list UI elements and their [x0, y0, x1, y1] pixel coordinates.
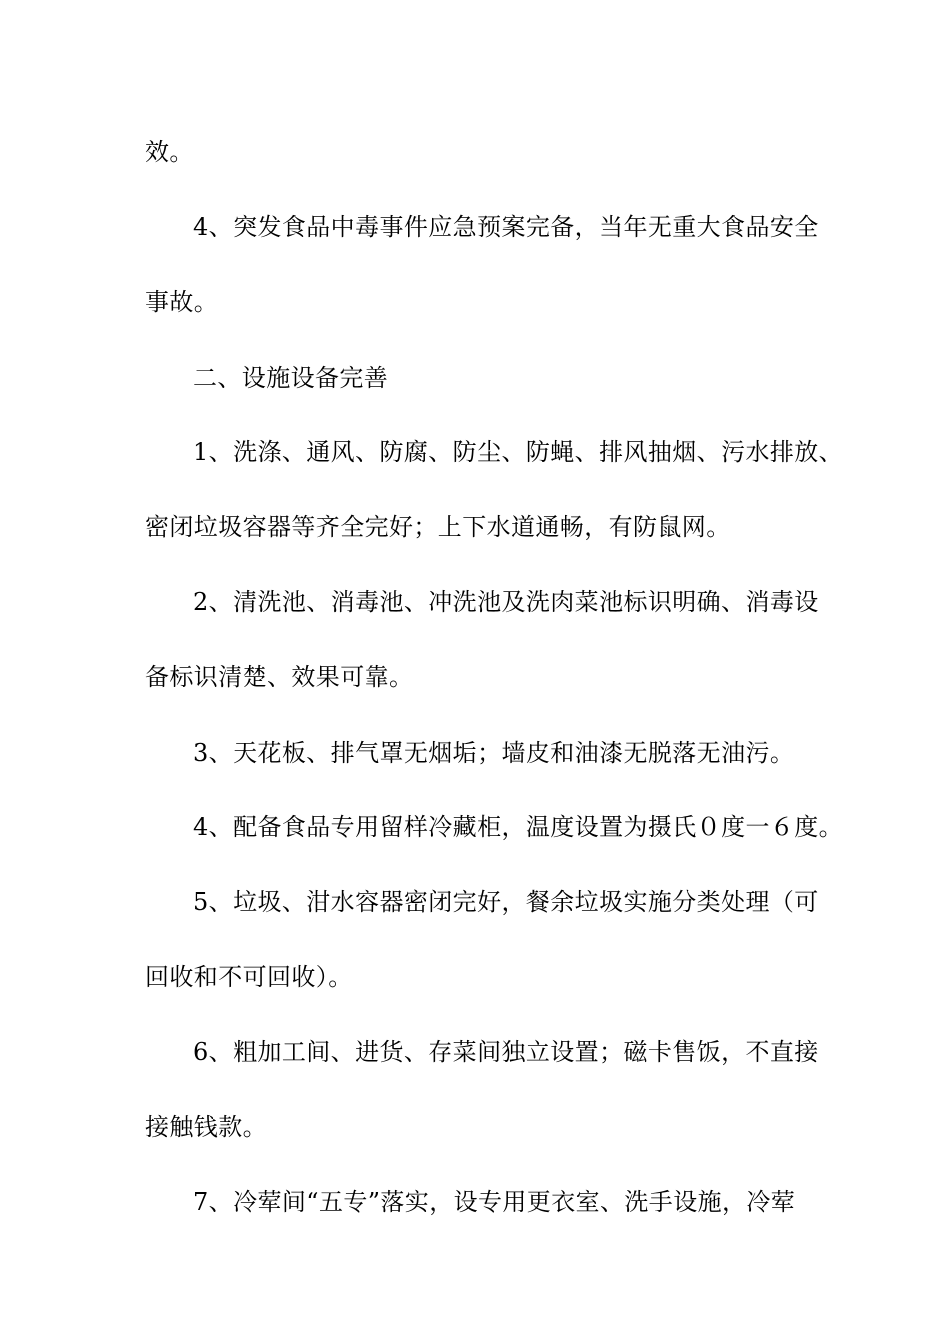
item-7-cold-room-line-1: 7、冷荤间“五专”落实，设专用更衣室、洗手设施，冷荤	[193, 1188, 796, 1216]
item-2-pools-line-1: 2、清洗池、消毒池、冲洗池及洗肉菜池标识明确、消毒设	[193, 588, 819, 616]
item-4-emergency-plan-line-2: 事故。	[145, 288, 219, 316]
item-5-garbage-line-2: 回收和不可回收）。	[145, 963, 353, 991]
item-3-ceiling-line: 3、天花板、排气罩无烟垢；墙皮和油漆无脱落无油污。	[193, 739, 795, 767]
item-1-facilities-line-2: 密闭垃圾容器等齐全完好；上下水道通畅，有防鼠网。	[145, 513, 731, 541]
item-4-refrigerator-line: 4、配备食品专用留样冷藏柜，温度设置为摄氏０度一６度。	[193, 813, 844, 841]
item-6-processing-line-1: 6、粗加工间、进货、存菜间独立设置；磁卡售饭，不直接	[193, 1038, 819, 1066]
section-heading-facilities: 二、设施设备完善	[193, 364, 389, 392]
item-4-emergency-plan-line-1: 4、突发食品中毒事件应急预案完备，当年无重大食品安全	[193, 213, 819, 241]
paragraph-continuation-line: 效。	[145, 138, 194, 166]
item-5-garbage-line-1: 5、垃圾、泔水容器密闭完好，餐余垃圾实施分类处理（可	[193, 888, 819, 916]
item-2-pools-line-2: 备标识清楚、效果可靠。	[145, 663, 414, 691]
item-1-facilities-line-1: 1、洗涤、通风、防腐、防尘、防蝇、排风抽烟、污水排放、	[193, 438, 844, 466]
item-6-processing-line-2: 接触钱款。	[145, 1113, 267, 1141]
